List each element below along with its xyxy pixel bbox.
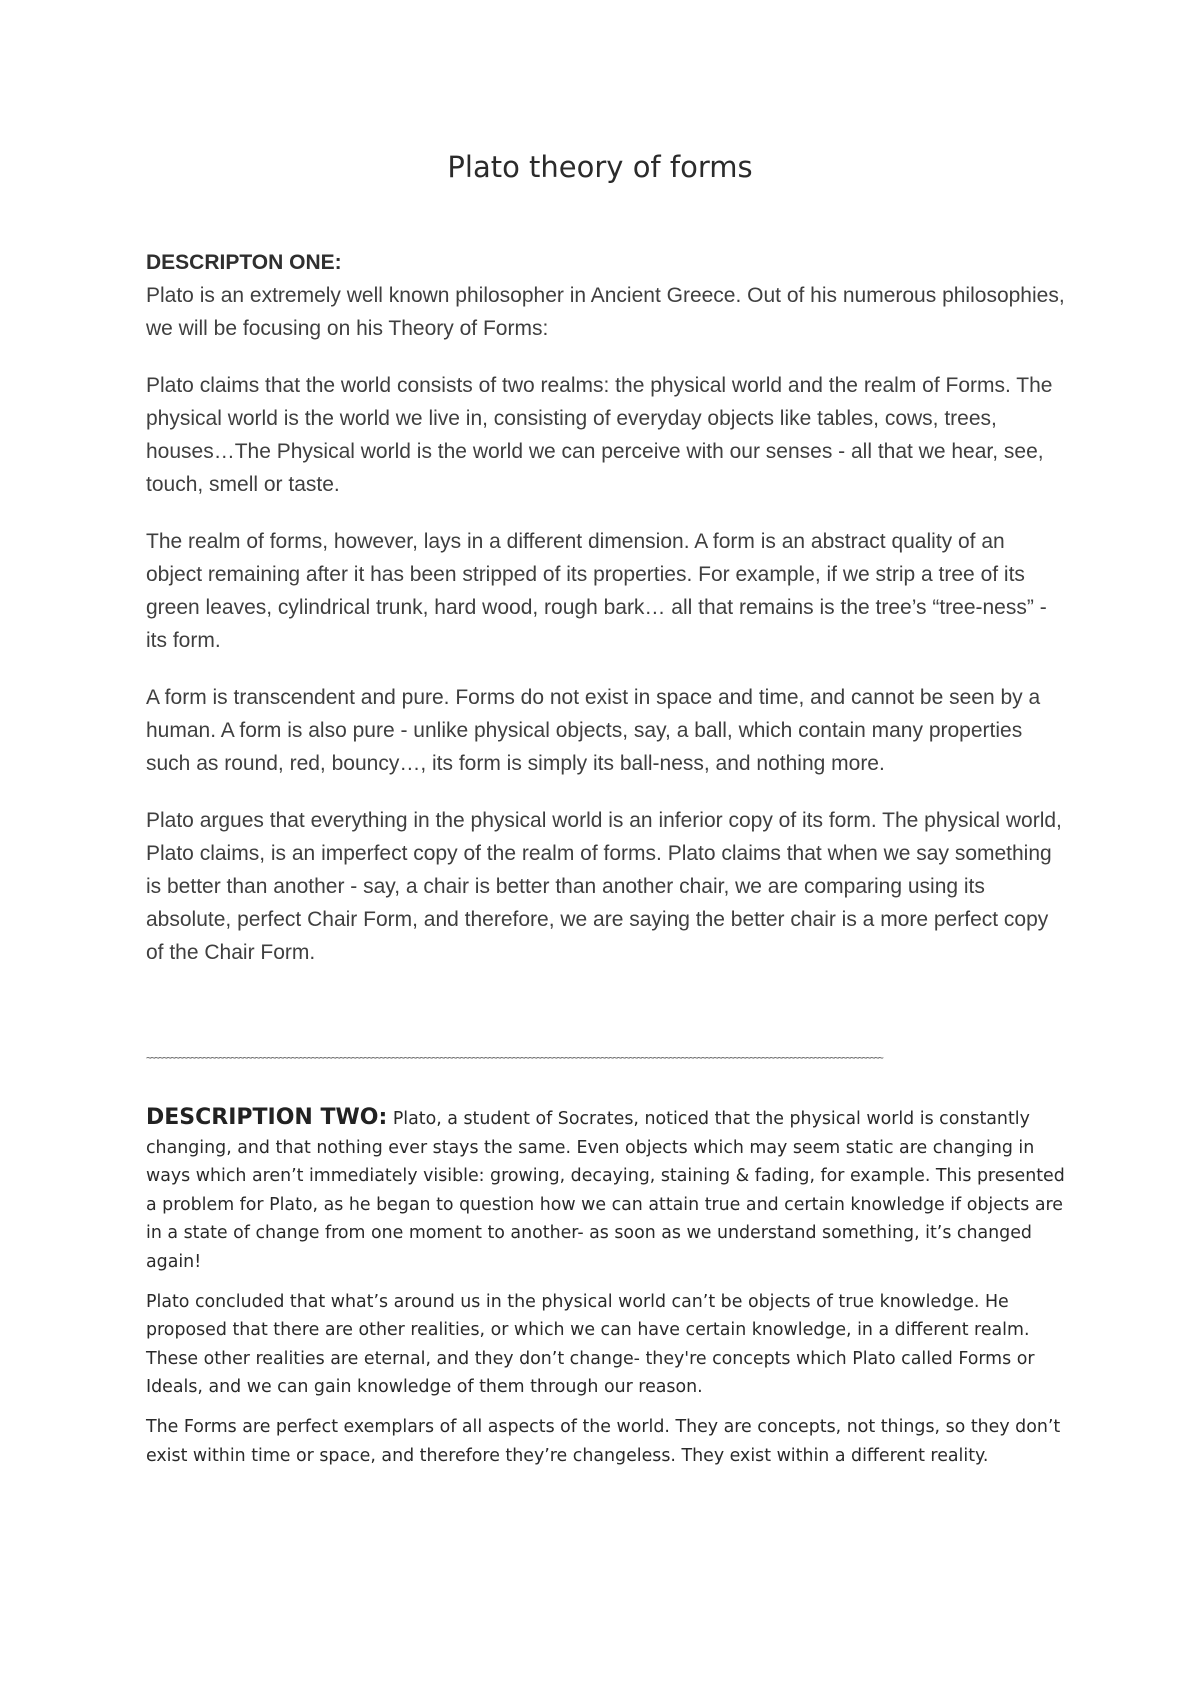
section-two-paragraph: The Forms are perfect exemplars of all aspects of the world. They are concepts, not things, so they don’t exist within time or space, and therefore they’re changeless. They exist within a different reality. (146, 1416, 1061, 1466)
section-description-two (146, 1104, 1076, 1481)
document-title: Plato theory of forms (447, 150, 753, 184)
section-one-paragraph: Plato argues that everything in the physical world is an inferior copy of its form. The physical world, Plato claims, is an imperfect copy of the realm of forms. Plato claims that when we say something is better than another - say, a chair is better than another chair, we are comparing using its absolute, perfect Chair Form, and therefore, we are saying the better chair is a more perfect copy of the Chair Form. (146, 809, 1062, 964)
section-one-paragraph: A form is transcendent and pure. Forms do not exist in space and time, and cannot be seen by a human. A form is also pure - unlike physical objects, say, a ball, which contain many properties such as round, red, bouncy…, its form is simply its ball-ness, and nothing more. (146, 686, 1041, 775)
section-one-paragraph: The realm of forms, however, lays in a different dimension. A form is an abstract quality of an object remaining after it has been stripped of its properties. For example, if we strip a tree of its green leaves, cylindrical trunk, hard wood, rough bark… all that remains is the tree’s “tree-ness” - its form. (146, 530, 1047, 652)
section-description-one (146, 246, 1066, 993)
section-two-intro: Plato, a student of Socrates, noticed that the physical world is constantly changing, and that nothing ever stays the same. Even objects which may seem static are changing in ways which aren’t immediately visible: growing, decaying, staining & fading, for example. This presented a problem for Plato, as he began to question how we can attain true and certain knowledge if objects are in a state of change from one moment to another- as soon as we understand something, it’s changed again! (146, 1109, 1065, 1272)
tilde-divider: ~~~~~~~~~~~~~~~~~~~~~~~~~~~~~~~~~~~~~~~~~~~~~~~~~~~~~~~~~~~~~~~~~~~~~~~~~~~~~~~~~~~~~~~~~~~~~~~~~~~~~~~~~~~~~~~~~~~~~~~~~~~~~~~~~~~~~~~~~~~~~~~~~~~~~~~~~~~~~~~~~~~~~~~~~~~~~~~~~~~~~~~ (146, 1056, 882, 1062)
section-two-first-paragraph (146, 1104, 1076, 1277)
section-one-header-block (146, 246, 1066, 345)
section-one-heading: DESCRIPTON ONE (146, 251, 335, 274)
section-two-paragraph: Plato concluded that what’s around us in the physical world can’t be objects of true knowledge. He proposed that there are other realities, or which we can have certain knowledge, in a different realm. These other realities are eternal, and they don’t change- they're concepts which Plato called Forms or Ideals, and we can gain knowledge of them through our reason. (146, 1291, 1035, 1398)
section-one-heading-colon: : (334, 251, 342, 274)
section-one-intro: Plato is an extremely well known philosopher in Ancient Greece. Out of his numerous philosophies, we will be focusing on his Theory of Forms: (146, 284, 1065, 340)
section-two-heading: DESCRIPTION TWO: (146, 1105, 388, 1130)
section-one-paragraph: Plato claims that the world consists of two realms: the physical world and the realm of Forms. The physical world is the world we live in, consisting of everyday objects like tables, cows, trees, houses…The Physical world is the world we can perceive with our senses - all that we hear, see, touch, smell or taste. (146, 374, 1053, 496)
